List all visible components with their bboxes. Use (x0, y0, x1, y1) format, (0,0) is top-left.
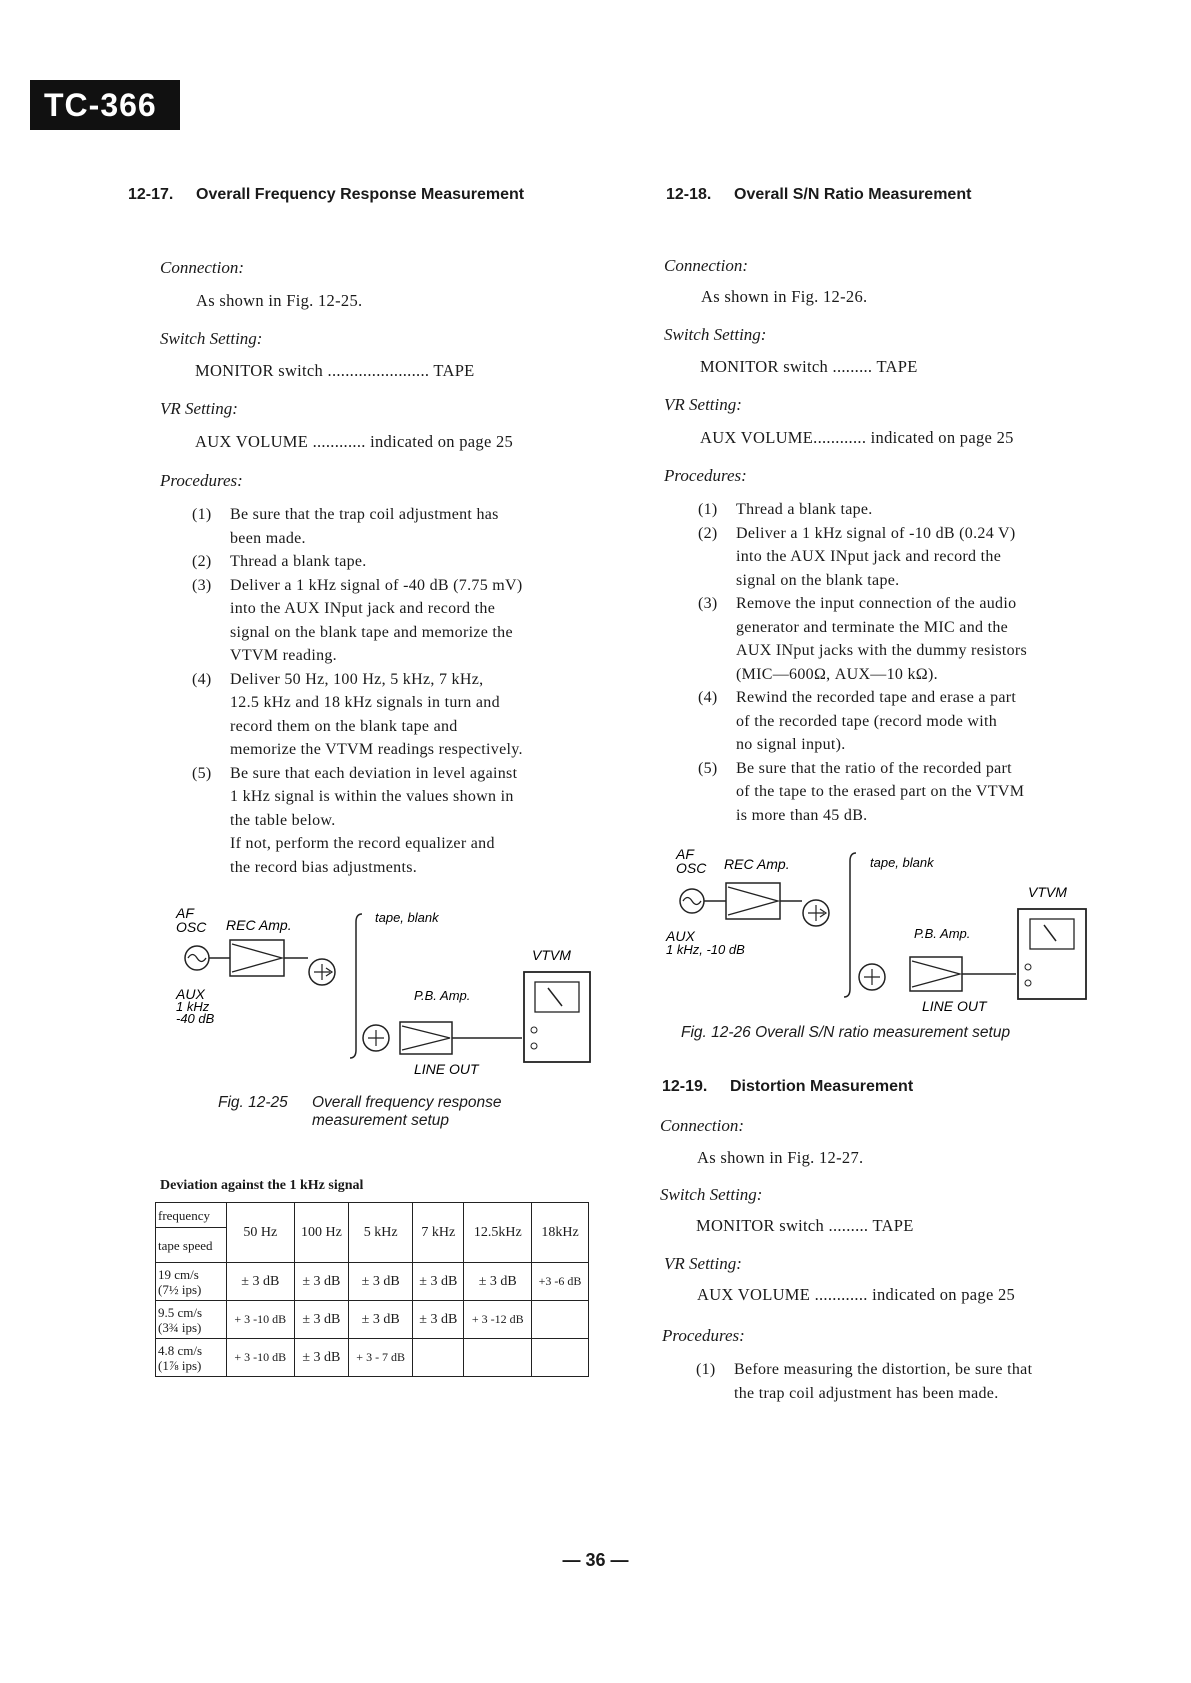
procedure-line: Deliver 50 Hz, 100 Hz, 5 kHz, 7 kHz, (230, 670, 484, 688)
table-cell: + 3 -10 dB (227, 1339, 295, 1377)
col-header: 7 kHz (413, 1203, 464, 1263)
section-number: 12-19. (662, 1078, 708, 1095)
pb-amp-label: P.B. Amp. (414, 988, 471, 1003)
procedure-line: of the tape to the erased part on the VTVM (736, 783, 1025, 800)
procedure-item (192, 550, 592, 574)
table-cell: ± 3 dB (413, 1301, 464, 1339)
rec-amp-label: REC Amp. (724, 856, 790, 872)
connection-label: Connection: (160, 258, 245, 277)
procedure-item (696, 1358, 1116, 1405)
procedure-line: signal on the blank tape. (736, 571, 900, 589)
procedure-item (698, 686, 1098, 757)
procedure-line: Thread a blank tape. (230, 553, 367, 570)
procedure-number: (5) (698, 759, 718, 777)
table-cell (464, 1339, 532, 1377)
procedure-line: been made. (230, 529, 306, 547)
section-number: 12-17. (128, 186, 174, 203)
procedure-number: (1) (696, 1361, 716, 1378)
deviation-table (155, 1202, 589, 1377)
procedures-label: Procedures: (160, 471, 243, 490)
table-cell: ± 3 dB (294, 1339, 349, 1377)
procedure-line: (MIC—600Ω, AUX—10 kΩ). (736, 665, 938, 683)
af-label: AF (176, 905, 194, 921)
connection-text: As shown in Fig. 12-25. (196, 291, 363, 310)
table-cell: ± 3 dB (413, 1263, 464, 1301)
procedure-line: 12.5 kHz and 18 kHz signals in turn and (230, 694, 500, 711)
section-title: Overall Frequency Response Measurement (196, 186, 525, 203)
vr-setting-label: VR Setting: (160, 399, 238, 418)
procedures-list (696, 1358, 1116, 1405)
section-title: Distortion Measurement (730, 1078, 914, 1095)
section-title: Overall S/N Ratio Measurement (734, 186, 972, 203)
row-speed: 4.8 cm/s (1⅞ ips) (156, 1339, 227, 1377)
table-cell (532, 1301, 589, 1339)
table-cell: ± 3 dB (294, 1301, 349, 1339)
procedure-line: Be sure that the ratio of the recorded part (736, 759, 1012, 777)
aux-label: AUX (666, 928, 695, 944)
procedure-item (192, 762, 592, 880)
figure-caption-12-26: Fig. 12-26 Overall S/N ratio measurement setup (681, 1024, 1011, 1041)
switch-setting-text: MONITOR switch ......... TAPE (696, 1216, 914, 1235)
col-header: 12.5kHz (464, 1203, 532, 1263)
model-logo: TC-366 (30, 80, 180, 130)
line-out-label: LINE OUT (922, 998, 987, 1014)
aux-signal-label: 1 kHz, -10 dB (666, 942, 745, 957)
procedure-number: (2) (192, 553, 212, 570)
line-out-label: LINE OUT (414, 1061, 479, 1077)
procedure-number: (4) (192, 670, 212, 688)
procedure-line: no signal input). (736, 736, 846, 753)
header-tape-speed: tape speed (156, 1228, 227, 1263)
caption-line-1: Overall frequency response (312, 1094, 502, 1111)
aux-freq-label: 1 kHz (176, 999, 210, 1014)
procedure-number: (1) (698, 501, 718, 518)
procedure-line: into the AUX INput jack and record the (230, 600, 496, 617)
tape-line (844, 853, 856, 997)
aux-label: AUX (176, 986, 205, 1002)
connection-label: Connection: (664, 256, 749, 275)
osc-label: OSC (176, 919, 207, 935)
sn-ratio-setup-diagram (664, 845, 1094, 1020)
procedure-line: If not, perform the record equalizer and (230, 835, 495, 852)
af-label: AF (676, 846, 694, 862)
caption-line-2: measurement setup (312, 1112, 449, 1129)
procedure-line: Be sure that the trap coil adjustment has (230, 506, 499, 523)
frequency-response-setup-diagram (170, 900, 600, 1080)
procedure-line: signal on the blank tape and memorize the (230, 623, 513, 641)
procedure-line: is more than 45 dB. (736, 806, 868, 824)
vtvm-label: VTVM (1028, 884, 1067, 900)
row-speed: 19 cm/s (7½ ips) (156, 1263, 227, 1301)
table-row (156, 1263, 589, 1301)
table-cell: ± 3 dB (349, 1301, 413, 1339)
vr-setting-label: VR Setting: (664, 395, 742, 414)
procedure-item (192, 503, 592, 550)
procedure-line: Rewind the recorded tape and erase a part (736, 689, 1017, 706)
table-title: Deviation against the 1 kHz signal (160, 1178, 364, 1193)
section-number: 12-18. (666, 186, 712, 203)
procedure-line: record them on the blank tape and (230, 717, 458, 735)
procedure-item (192, 574, 592, 668)
aux-level-label: -40 dB (176, 1011, 215, 1026)
table-cell: ± 3 dB (349, 1263, 413, 1301)
procedure-item (192, 668, 592, 762)
procedure-line: Deliver a 1 kHz signal of -10 dB (0.24 V) (736, 524, 1016, 542)
vr-setting-label: VR Setting: (664, 1254, 742, 1273)
procedure-line: 1 kHz signal is within the values shown in (230, 788, 514, 805)
table-cell: + 3 -10 dB (227, 1301, 295, 1339)
tape-label: tape, blank (870, 855, 934, 870)
procedure-line: Before measuring the distortion, be sure that (734, 1361, 1033, 1378)
table-cell (413, 1339, 464, 1377)
table-cell: + 3 - 7 dB (349, 1339, 413, 1377)
table-cell: ± 3 dB (227, 1263, 295, 1301)
procedures-list (698, 498, 1098, 827)
caption-number: Fig. 12-25 (218, 1094, 288, 1111)
osc-label: OSC (676, 860, 707, 876)
procedure-line: VTVM reading. (230, 647, 337, 664)
col-header: 18kHz (532, 1203, 589, 1263)
procedure-line: into the AUX INput jack and record the (736, 548, 1002, 565)
procedure-line: the table below. (230, 811, 336, 829)
col-header: 5 kHz (349, 1203, 413, 1263)
procedure-line: the record bias adjustments. (230, 858, 418, 876)
vr-setting-text: AUX VOLUME ............ indicated on page 25 (195, 432, 514, 451)
procedure-number: (3) (192, 576, 212, 594)
procedure-number: (2) (698, 524, 718, 542)
procedure-item (698, 757, 1098, 828)
tape-label: tape, blank (375, 910, 439, 925)
procedure-number: (4) (698, 689, 718, 706)
table-cell (532, 1339, 589, 1377)
table-cell: ± 3 dB (294, 1263, 349, 1301)
table-cell: + 3 -12 dB (464, 1301, 532, 1339)
section-heading-12-17 (128, 186, 524, 204)
col-header: 100 Hz (294, 1203, 349, 1263)
page-number: — 36 — (562, 1550, 629, 1570)
switch-setting-label: Switch Setting: (160, 329, 263, 348)
connection-text: As shown in Fig. 12-27. (697, 1148, 864, 1167)
vr-setting-text: AUX VOLUME............ indicated on page 25 (700, 428, 1014, 447)
procedure-line: AUX INput jacks with the dummy resistors (736, 642, 1028, 659)
switch-setting-text: MONITOR switch ....................... TAPE (195, 361, 475, 380)
col-header: 50 Hz (227, 1203, 295, 1263)
pb-amp-label: P.B. Amp. (914, 926, 971, 941)
table-row (156, 1301, 589, 1339)
vtvm-label: VTVM (532, 947, 571, 963)
procedure-number: (5) (192, 764, 212, 782)
procedure-line: Deliver a 1 kHz signal of -40 dB (7.75 mV) (230, 576, 523, 594)
procedure-line: memorize the VTVM readings respectively. (230, 741, 523, 758)
tape-line (350, 914, 362, 1058)
procedure-item (698, 592, 1098, 686)
switch-setting-label: Switch Setting: (664, 325, 767, 344)
procedure-line: Thread a blank tape. (736, 501, 873, 518)
switch-setting-text: MONITOR switch ......... TAPE (700, 357, 918, 376)
header-frequency: frequency (156, 1203, 227, 1228)
procedure-number: (1) (192, 506, 212, 523)
vr-setting-text: AUX VOLUME ............ indicated on page 25 (697, 1285, 1016, 1304)
section-heading-12-18 (666, 186, 971, 204)
procedure-line: the trap coil adjustment has been made. (734, 1384, 999, 1402)
procedure-line: generator and terminate the MIC and the (736, 618, 1009, 636)
figure-caption-12-25 (218, 1094, 502, 1130)
procedure-number: (3) (698, 595, 718, 612)
table-cell: ± 3 dB (464, 1263, 532, 1301)
table-cell: +3 -6 dB (532, 1263, 589, 1301)
connection-label: Connection: (660, 1116, 745, 1135)
procedures-label: Procedures: (662, 1326, 745, 1345)
procedure-line: of the recorded tape (record mode with (736, 712, 998, 730)
table-row (156, 1339, 589, 1377)
procedures-label: Procedures: (664, 466, 747, 485)
procedures-list (192, 503, 592, 879)
procedure-item (698, 498, 1098, 522)
procedure-item (698, 522, 1098, 593)
row-speed: 9.5 cm/s (3¾ ips) (156, 1301, 227, 1339)
connection-text: As shown in Fig. 12-26. (701, 287, 868, 306)
rec-amp-label: REC Amp. (226, 917, 292, 933)
section-heading-12-19 (662, 1078, 913, 1096)
procedure-line: Be sure that each deviation in level against (230, 764, 518, 782)
procedure-line: Remove the input connection of the audio (736, 595, 1017, 612)
switch-setting-label: Switch Setting: (660, 1185, 763, 1204)
